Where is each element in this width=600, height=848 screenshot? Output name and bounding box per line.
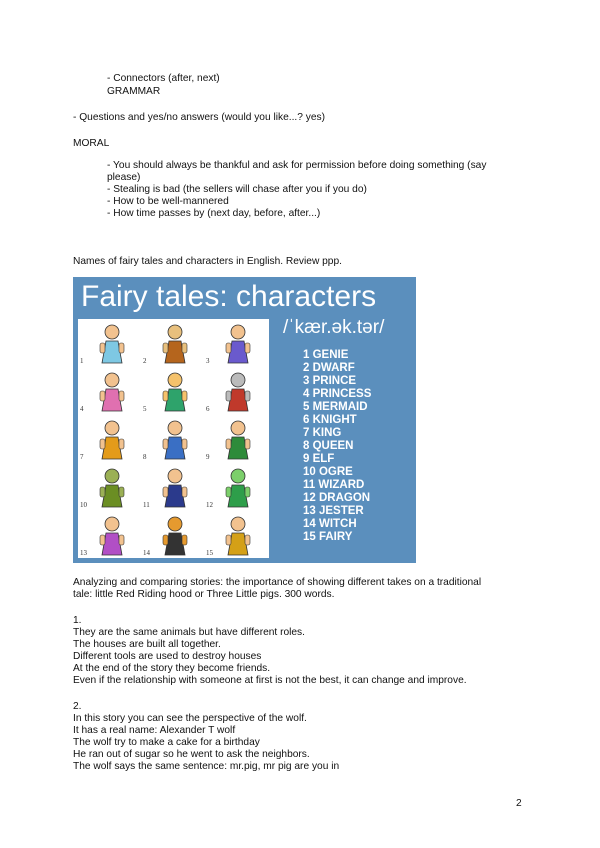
section1-line: At the end of the story they become friends. [73,663,271,674]
questions-item: - Questions and yes/no answers (would you like...? yes) [73,112,325,123]
analysis-intro-continued: tale: little Red Riding hood or Three Little pigs. 300 words. [73,589,335,600]
character-list-item: 6 KNIGHT [303,414,357,426]
character-list-item: 2 DWARF [303,362,355,374]
moral-item: - How to be well-mannered [107,196,229,207]
section1-line: They are the same animals but have different roles. [73,627,305,638]
character-cell [78,319,141,367]
section2-line: In this story you can see the perspective of the wolf. [73,713,307,724]
character-list-item: 9 ELF [303,453,335,465]
character-list [303,349,371,544]
queen-icon [155,417,195,461]
fairy-icon [218,513,258,557]
grid-number: 6 [206,405,210,413]
genie-icon [92,321,132,365]
character-list-item: 12 DRAGON [303,492,371,504]
mermaid-icon [155,369,195,413]
character-list-item: 10 OGRE [303,466,353,478]
section1-line: The houses are built all together. [73,639,221,650]
character-list-item: 7 KING [303,427,342,439]
character-list-item: 3 PRINCE [303,375,357,387]
section2-line: The wolf try to make a cake for a birthday [73,737,260,748]
character-list-item: 15 FAIRY [303,531,353,543]
fairy-tales-poster [73,277,416,563]
section-number: 2. [73,701,82,712]
grid-number: 15 [206,549,213,557]
character-list-item: 14 WITCH [303,518,357,530]
grid-number: 11 [143,501,150,509]
character-cell [78,463,141,511]
grid-number: 8 [143,453,147,461]
character-cell [141,319,204,367]
character-list-item: 1 GENIE [303,349,349,361]
character-cell [204,511,267,559]
witch-icon [155,513,195,557]
section2-line: The wolf says the same sentence: mr.pig, mr pig are you in [73,761,340,772]
grid-number: 1 [80,357,84,365]
grid-number: 3 [206,357,210,365]
section1-line: Even if the relationship with someone at first is not the best, it can change and improve. [73,675,467,686]
character-list-item: 4 PRINCESS [303,388,372,400]
grammar-heading: GRAMMAR [107,86,161,97]
section1-line: Different tools are used to destroy houses [73,651,262,662]
jester-icon [92,513,132,557]
grid-number: 14 [143,549,150,557]
grid-number: 13 [80,549,87,557]
character-list-item: 13 JESTER [303,505,364,517]
grid-number: 10 [80,501,87,509]
elf-icon [218,417,258,461]
character-cell [204,463,267,511]
character-cell [141,511,204,559]
character-cell [78,415,141,463]
grid-number: 5 [143,405,147,413]
ogre-icon [92,465,132,509]
character-list-item: 11 WIZARD [303,479,365,491]
prince-icon [218,321,258,365]
king-icon [92,417,132,461]
section2-line: He ran out of sugar so he went to ask the neighbors. [73,749,310,760]
dragon-icon [218,465,258,509]
character-cell [141,463,204,511]
page-number: 2 [516,798,522,809]
character-cell [141,415,204,463]
moral-item-continued: please) [107,172,141,183]
wizard-icon [155,465,195,509]
character-cell [78,367,141,415]
character-cell [78,511,141,559]
princess-icon [92,369,132,413]
character-cell [204,367,267,415]
names-line: Names of fairy tales and characters in English. Review ppp. [73,256,342,267]
moral-item: - Stealing is bad (the sellers will chase after you if you do) [107,184,367,195]
grid-number: 2 [143,357,147,365]
character-grid [78,319,269,558]
section-number: 1. [73,615,82,626]
poster-title: Fairy tales: characters [81,280,377,313]
section2-line: It has a real name: Alexander T wolf [73,725,236,736]
dwarf-icon [155,321,195,365]
character-cell [204,319,267,367]
grid-number: 7 [80,453,84,461]
poster-pronunciation: /ˈkær.ək.tər/ [283,317,385,338]
grid-number: 4 [80,405,84,413]
connectors-item: - Connectors (after, next) [107,73,220,84]
character-list-item: 8 QUEEN [303,440,354,452]
moral-item: - You should always be thankful and ask for permission before doing something (say [107,160,487,171]
character-cell [204,415,267,463]
analysis-intro: Analyzing and comparing stories: the importance of showing different takes on a traditional [73,577,482,588]
moral-item: - How time passes by (next day, before, after...) [107,208,321,219]
grid-number: 12 [206,501,213,509]
knight-icon [218,369,258,413]
grid-number: 9 [206,453,210,461]
character-list-item: 5 MERMAID [303,401,368,413]
character-cell [141,367,204,415]
moral-heading: MORAL [73,138,110,149]
